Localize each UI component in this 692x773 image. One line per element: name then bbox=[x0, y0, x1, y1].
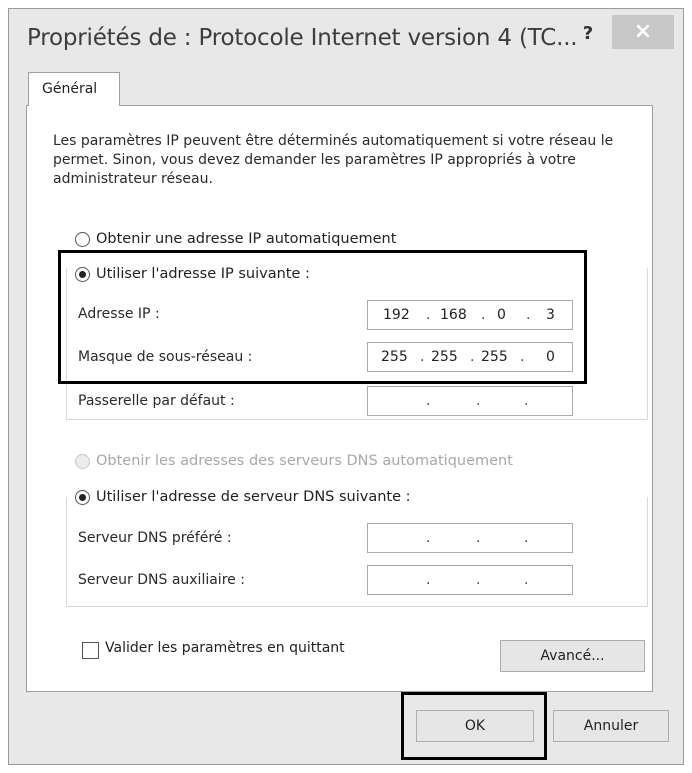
default-gateway-label: Passerelle par défaut : bbox=[78, 393, 235, 409]
octet: 168 bbox=[440, 307, 467, 323]
alternate-dns-label: Serveur DNS auxiliaire : bbox=[78, 572, 245, 588]
close-button[interactable]: × bbox=[612, 15, 674, 49]
dns-manual-label: Utiliser l'adresse de serveur DNS suivante : bbox=[96, 489, 411, 505]
ip-manual-label: Utiliser l'adresse IP suivante : bbox=[96, 266, 310, 282]
validate-checkbox[interactable] bbox=[82, 642, 99, 659]
dns-manual-radio[interactable] bbox=[75, 490, 90, 505]
ip-auto-radio[interactable] bbox=[75, 232, 90, 247]
tab-general-label: Général bbox=[42, 81, 98, 97]
ip-auto-label: Obtenir une adresse IP automatiquement bbox=[96, 231, 397, 247]
preferred-dns-input[interactable] bbox=[367, 523, 573, 553]
octet-separator: . bbox=[426, 393, 431, 409]
description-text: Les paramètres IP peuvent être déterminés automatiquement si votre réseau le permet. Sinon, vous devez demander les paramètres IP appropriés à votre administrateur réseau. bbox=[53, 133, 614, 187]
dns-auto-option bbox=[75, 453, 513, 469]
dns-manual-option[interactable] bbox=[75, 489, 415, 505]
dns-auto-radio bbox=[75, 454, 90, 469]
subnet-mask-label: Masque de sous-réseau : bbox=[78, 349, 253, 365]
ok-button[interactable]: OK bbox=[416, 710, 534, 742]
dns-auto-label: Obtenir les adresses des serveurs DNS automatiquement bbox=[96, 453, 513, 469]
octet: 3 bbox=[546, 307, 555, 323]
octet: 0 bbox=[546, 349, 555, 365]
octet-separator: . bbox=[420, 349, 425, 365]
validate-label[interactable]: Valider les paramètres en quittant bbox=[105, 640, 345, 656]
default-gateway-input[interactable] bbox=[367, 386, 573, 416]
octet: 255 bbox=[381, 349, 408, 365]
octet-separator: . bbox=[524, 530, 529, 546]
preferred-dns-label: Serveur DNS préféré : bbox=[78, 530, 232, 546]
octet: 255 bbox=[431, 349, 458, 365]
octet: 192 bbox=[383, 307, 410, 323]
highlight-frame-ok bbox=[401, 692, 547, 760]
octet-separator: . bbox=[476, 572, 481, 588]
octet: 255 bbox=[481, 349, 508, 365]
octet-separator: . bbox=[520, 349, 525, 365]
octet-separator: . bbox=[476, 393, 481, 409]
octet-separator: . bbox=[476, 530, 481, 546]
highlight-frame-ip-settings bbox=[58, 250, 587, 384]
octet-separator: . bbox=[470, 349, 475, 365]
ip-address-label: Adresse IP : bbox=[78, 306, 160, 322]
octet-separator: . bbox=[481, 307, 486, 323]
title-bar[interactable] bbox=[9, 9, 683, 69]
tab-general[interactable] bbox=[28, 72, 120, 106]
octet-separator: . bbox=[426, 307, 431, 323]
octet-separator: . bbox=[426, 530, 431, 546]
cancel-button[interactable]: Annuler bbox=[553, 710, 669, 742]
advanced-button[interactable]: Avancé... bbox=[500, 640, 645, 672]
octet: 0 bbox=[497, 307, 506, 323]
window-title: Propriétés de : Protocole Internet version 4 (TC... bbox=[27, 25, 578, 51]
alternate-dns-input[interactable] bbox=[367, 565, 573, 595]
octet-separator: . bbox=[524, 393, 529, 409]
octet-separator: . bbox=[526, 307, 531, 323]
help-button[interactable]: ? bbox=[582, 23, 594, 44]
octet-separator: . bbox=[524, 572, 529, 588]
octet-separator: . bbox=[426, 572, 431, 588]
ip-auto-option[interactable] bbox=[75, 231, 396, 247]
